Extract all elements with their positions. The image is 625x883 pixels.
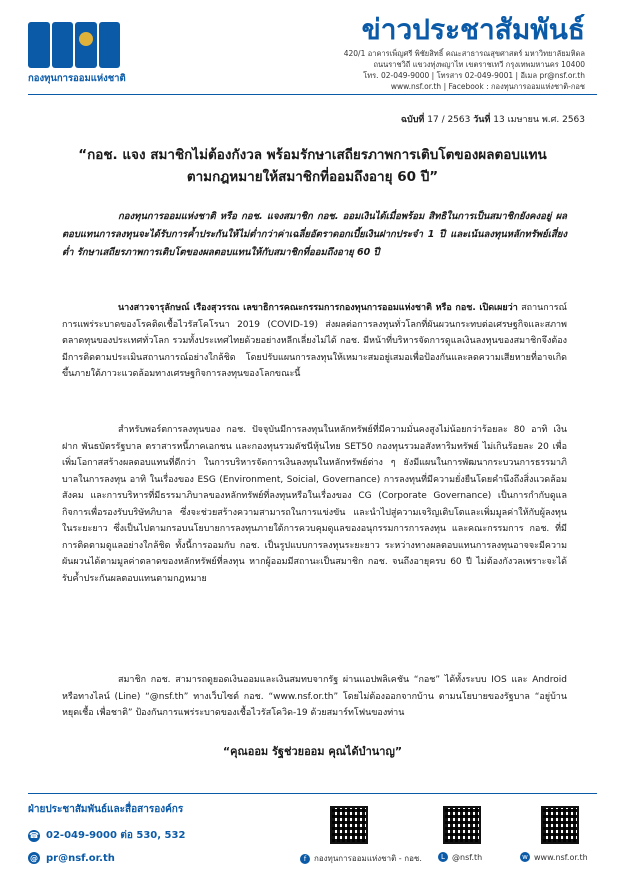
issue-prefix: ฉบับที่ <box>400 115 425 125</box>
footer-email <box>28 852 115 864</box>
contact-line: โทร. 02-049-9000 | โทรสาร 02-049-9001 | อีเมล pr@nsf.or.th <box>363 71 585 80</box>
footer-line <box>438 852 482 862</box>
address-line: 420/1 อาคารเพ็ญศรี พิชัยสิทธิ์ คณะสาธารณสุขศาสตร์ มหาวิทยาลัยมหิดล <box>343 49 585 58</box>
line-icon: L <box>438 852 448 862</box>
qr-code-facebook <box>330 806 368 844</box>
footer-title: ฝ่ายประชาสัมพันธ์และสื่อสารองค์กร <box>28 804 184 815</box>
headline-line: “กอช. แจง สมาชิกไม่ต้องกังวล พร้อมรักษาเสถียรภาพการเติบโตของผลตอบแทน <box>78 147 547 163</box>
facebook-name: กองทุนการออมแห่งชาติ - กอช. <box>314 854 422 863</box>
paragraph-3: สมาชิก กอช. สามารถดูยอดเงินออมและเงินสมทบจากรัฐ ผ่านแอปพลิเคชัน “กอช” ได้ทั้งระบบ IOS และ Android หรือทางไลน์ (Line) “@nsf.th” ทางเว็บไซต์ กอช. “www.nsf.or.th” โดยไม่ต้องออกจากบ้าน ตามนโยบายของรัฐบาล “อยู่บ้าน หยุดเชื้อ เพื่อชาติ” ป้องกันการแพร่ระบาดของเชื้อไวรัสโควิด-19 ด้วยสมาร์ทโฟนของท่าน <box>62 675 567 718</box>
date-prefix: วันที่ <box>473 115 491 125</box>
issue-date: 13 เมษายน พ.ศ. 2563 <box>493 115 585 125</box>
phone-icon: ☎ <box>29 831 39 840</box>
footer-website <box>520 852 588 862</box>
letterhead <box>0 0 625 100</box>
web-line: www.nsf.or.th | Facebook : กองทุนการออมแห่งชาติ-กอช <box>390 82 585 91</box>
qr-code-line <box>443 806 481 844</box>
headline-line: ตามกฎหมายให้สมาชิกที่ออมถึงอายุ 60 ปี” <box>186 169 439 185</box>
headline <box>60 144 565 188</box>
slogan: “คุณออม รัฐช่วยออม คุณได้บำนาญ” <box>222 745 403 758</box>
paragraph-1-text: สถานการณ์การแพร่ระบาดของโรคติดเชื้อไวรัสโคโรนา 2019 (COVID-19) ส่งผลต่อการลงทุนทั่วโลกที่ผันผวนกระทบต่อเศรษฐกิจและสภาพตลาดทุนของประเทศทั่วโลก รวมทั้งประเทศไทยด้วยอย่างหลีกเลี่ยงไม่ได้ กอช. มีหน้าที่บริหารจัดการดูแลเงินลงทุนของสมาชิกจึงต้องมีการติดตามประเมินสถานการณ์อย่างใกล้ชิด โดยปรับแผนการลงทุนให้เหมาะสมอยู่เสมอเพื่อป้องกันและลดความเสียหายที่อาจเกิดขึ้นภายใต้ภาวะแวดล้อมทางเศรษฐกิจการลงทุนของโลกขณะนี้ <box>62 303 567 379</box>
qr-code-website <box>541 806 579 844</box>
line-id: @nsf.th <box>452 852 483 862</box>
issue-number: 17 / 2563 <box>427 115 471 125</box>
phone-number: 02-049-9000 ต่อ 530, 532 <box>46 830 186 841</box>
lead-paragraph: กองทุนการออมแห่งชาติ หรือ กอช. แจงสมาชิก กอช. ออมเงินได้เมื่อพร้อม สิทธิในการเป็นสมาชิกยังคงอยู่ ผลตอบแทนการลงทุนจะได้รับการค้ำประกันให้ไม่ต่ำกว่าค่าเฉลี่ยอัตราดอกเบี้ยเงินฝากประจำ 1 ปี และเน้นลงทุนหลักทรัพย์เสี่ยงต่ำ รักษาเสถียรภาพการเติบโตของผลตอบแทนให้กับสมาชิกที่ออมถึงอายุ 60 ปี <box>62 211 567 258</box>
footer-divider <box>28 793 597 794</box>
footer-facebook <box>300 852 422 865</box>
speaker: นางสาวจารุลักษณ์ เรืองสุวรรณ เลขาธิการคณะกรรมการกองทุนการออมแห่งชาติ หรือ กอช. เปิดเผยว่า <box>118 303 518 313</box>
address-line: ถนนราชวิถี แขวงทุ่งพญาไท เขตราชเทวี กรุงเทพมหานคร 10400 <box>373 60 585 69</box>
footer-phone <box>28 828 185 843</box>
facebook-icon: f <box>300 854 310 864</box>
logo-mark <box>28 22 120 68</box>
email-address: pr@nsf.or.th <box>46 852 115 864</box>
paragraph-2: สำหรับพอร์ตการลงทุนของ กอช. ปัจจุบันมีการลงทุนในหลักทรัพย์ที่มีความมั่นคงสูงไม่น้อยกว่าร้อยละ 80 อาทิ เงินฝาก พันธบัตรรัฐบาล ตราสารหนี้ภาคเอกชน และกองทุนรวมดัชนีหุ้นไทย SET50 กองทุนรวมอสังหาริมทรัพย์ ไม่เกินร้อยละ 20 เพื่อเพิ่มโอกาสสร้างผลตอบแทนที่ดีกว่า ในการบริหารจัดการเงินลงทุนในหลักทรัพย์ต่าง ๆ ยังมีแผนในการพัฒนากระบวนการธรรมาภิบาลในการลงทุน อาทิ ในเรื่องของ ESG (Environment, Soicial, Governance) การลงทุนที่มีความยั่งยืนโดยคำนึงถึงสิ่งแวดล้อม สังคม และการบริหารที่มีธรรมาภิบาลของหลักทรัพย์ที่ลงทุนหรือในเรื่องของ CG (Corporate Governance) เป็นการกำกับดูแลกิจการเพื่อรองรับบริษัทภิบาล ซึ่งจะช่วยสร้างความสามารถในการแข่งขัน และนำไปสู่ความเจริญเติบโตและเพิ่มมูลค่าให้กับผู้ลงทุนในระยะยาว ซึ่งเป็นไปตามกรอบนโยบายการลงทุนภายใต้การควบคุมดูแลของอนุกรรมการการลงทุน และคณะกรรมการ กอช. ที่มีการติดตามดูแลอย่างใกล้ชิด ทั้งนี้การออมกับ กอช. เป็นรูปแบบการลงทุนระยะยาว ระหว่างทางผลตอบแทนการลงทุนอาจจะมีความผันผวนได้ตามมูลค่าตลาดของหลักทรัพย์ที่ลงทุน หากผู้ออมมีสถานะเป็นสมาชิก กอช. จนถึงอายุครบ 60 ปี ไม่ต้องกังวลเพราะจะได้รับค้ำประกันผลตอบแทนตามกฎหมาย <box>62 425 567 584</box>
logo-text: กองทุนการออมแห่งชาติ <box>28 73 126 84</box>
email-icon: @ <box>30 853 38 863</box>
header-divider <box>28 94 597 95</box>
website-url: www.nsf.or.th <box>534 852 588 862</box>
address-block <box>344 48 585 92</box>
press-release-title: ข่าวประชาสัมพันธ์ <box>361 13 585 46</box>
nsf-logo <box>28 22 126 86</box>
issue-info <box>401 112 585 126</box>
web-icon: w <box>520 852 530 862</box>
paragraph-1 <box>62 300 567 383</box>
